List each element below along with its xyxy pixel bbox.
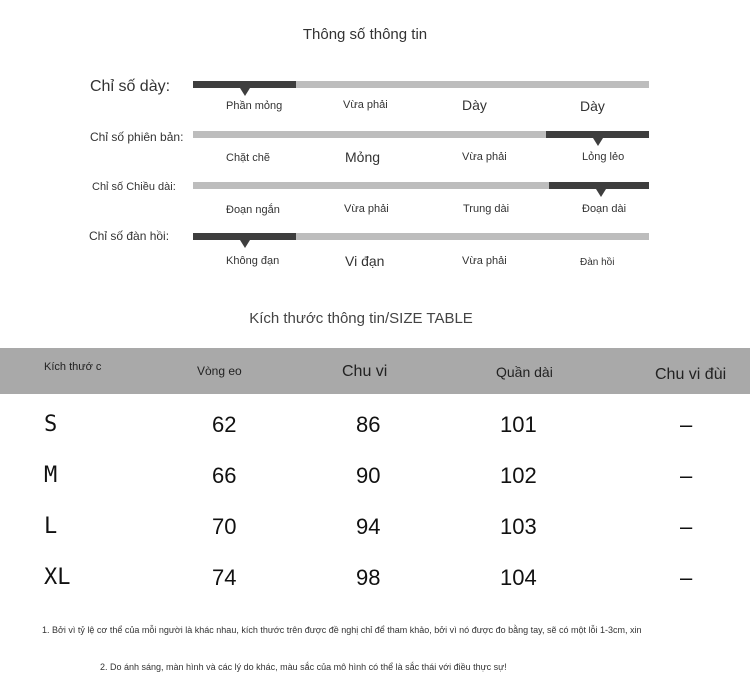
spec-selected-segment — [193, 233, 296, 240]
cell-length: 102 — [500, 463, 537, 488]
spec-option: Đoạn ngắn — [226, 204, 280, 216]
spec-track — [193, 81, 649, 88]
cell-hip: 86 — [356, 412, 381, 437]
cell-length: 103 — [500, 514, 537, 539]
spec-option: Đàn hồi — [580, 257, 615, 268]
cell-thigh: – — [680, 514, 693, 539]
cell-size: L — [44, 514, 58, 539]
spec-option: Trung dài — [463, 203, 510, 215]
table-row — [0, 463, 750, 513]
selected-marker-icon — [240, 240, 250, 248]
spec-label: Chỉ số phiên bản: — [90, 130, 184, 144]
selected-marker-icon — [593, 138, 603, 146]
cell-thigh: – — [680, 463, 693, 488]
cell-length: 101 — [500, 412, 537, 437]
spec-selected-segment — [193, 81, 296, 88]
header-waist: Vòng eo — [197, 364, 242, 378]
cell-hip: 98 — [356, 565, 381, 590]
spec-option: Dày — [580, 98, 605, 114]
size-table-title: Kích thước thông tin/SIZE TABLE — [249, 310, 473, 327]
spec-track — [193, 182, 649, 189]
cell-length: 104 — [500, 565, 537, 590]
cell-waist: 62 — [212, 412, 237, 437]
spec-option: Vi đạn — [345, 253, 385, 269]
spec-track — [193, 131, 649, 138]
note-1: 1. Bởi vì tỷ lệ cơ thể của mỗi người là khác nhau, kích thước trên được đề nghị chỉ để tham khảo, bởi vì nó được đo bằng tay, sẽ có một lỗi 1-3cm, xin — [42, 625, 642, 635]
cell-hip: 94 — [356, 514, 381, 539]
size-table-header — [0, 348, 750, 394]
info-title: Thông số thông tin — [302, 26, 428, 43]
spec-track — [193, 233, 649, 240]
spec-selected-segment — [549, 182, 649, 189]
selected-marker-icon — [240, 88, 250, 96]
cell-thigh: – — [680, 412, 693, 437]
spec-option: Vừa phải — [462, 151, 507, 163]
cell-waist: 66 — [212, 463, 237, 488]
spec-option: Không đạn — [226, 255, 280, 267]
cell-thigh: – — [680, 565, 693, 590]
spec-option: Dày — [462, 97, 487, 113]
header-thigh: Chu vi đùi — [655, 366, 727, 383]
spec-label: Chỉ số dày: — [90, 78, 171, 95]
note-2: 2. Do ánh sáng, màn hình và các lý do khác, màu sắc của mô hình có thể là sắc thái với điều thực sự! — [100, 662, 507, 672]
cell-hip: 90 — [356, 463, 381, 488]
header-size: Kích thướ c — [44, 361, 102, 373]
header-hip: Chu vi — [342, 363, 388, 380]
table-row — [0, 514, 750, 564]
table-row — [0, 412, 750, 462]
table-row — [0, 565, 750, 615]
cell-size: XL — [44, 565, 71, 590]
cell-waist: 74 — [212, 565, 237, 590]
spec-selected-segment — [546, 131, 649, 138]
cell-size: S — [44, 412, 58, 437]
spec-option: Phần mỏng — [226, 100, 283, 112]
spec-label: Chỉ số Chiều dài: — [92, 181, 176, 193]
header-length: Quần dài — [496, 364, 553, 380]
cell-size: M — [44, 463, 58, 488]
spec-option: Vừa phải — [344, 203, 389, 215]
cell-waist: 70 — [212, 514, 237, 539]
spec-option: Vừa phải — [343, 99, 388, 111]
spec-option: Vừa phải — [462, 255, 507, 267]
spec-option: Mỏng — [345, 149, 381, 165]
selected-marker-icon — [596, 189, 606, 197]
spec-label: Chỉ số đàn hồi: — [89, 229, 170, 243]
spec-option: Chặt chẽ — [226, 152, 271, 164]
spec-option: Đoạn dài — [582, 203, 627, 215]
spec-option: Lỏng lẻo — [582, 151, 625, 163]
